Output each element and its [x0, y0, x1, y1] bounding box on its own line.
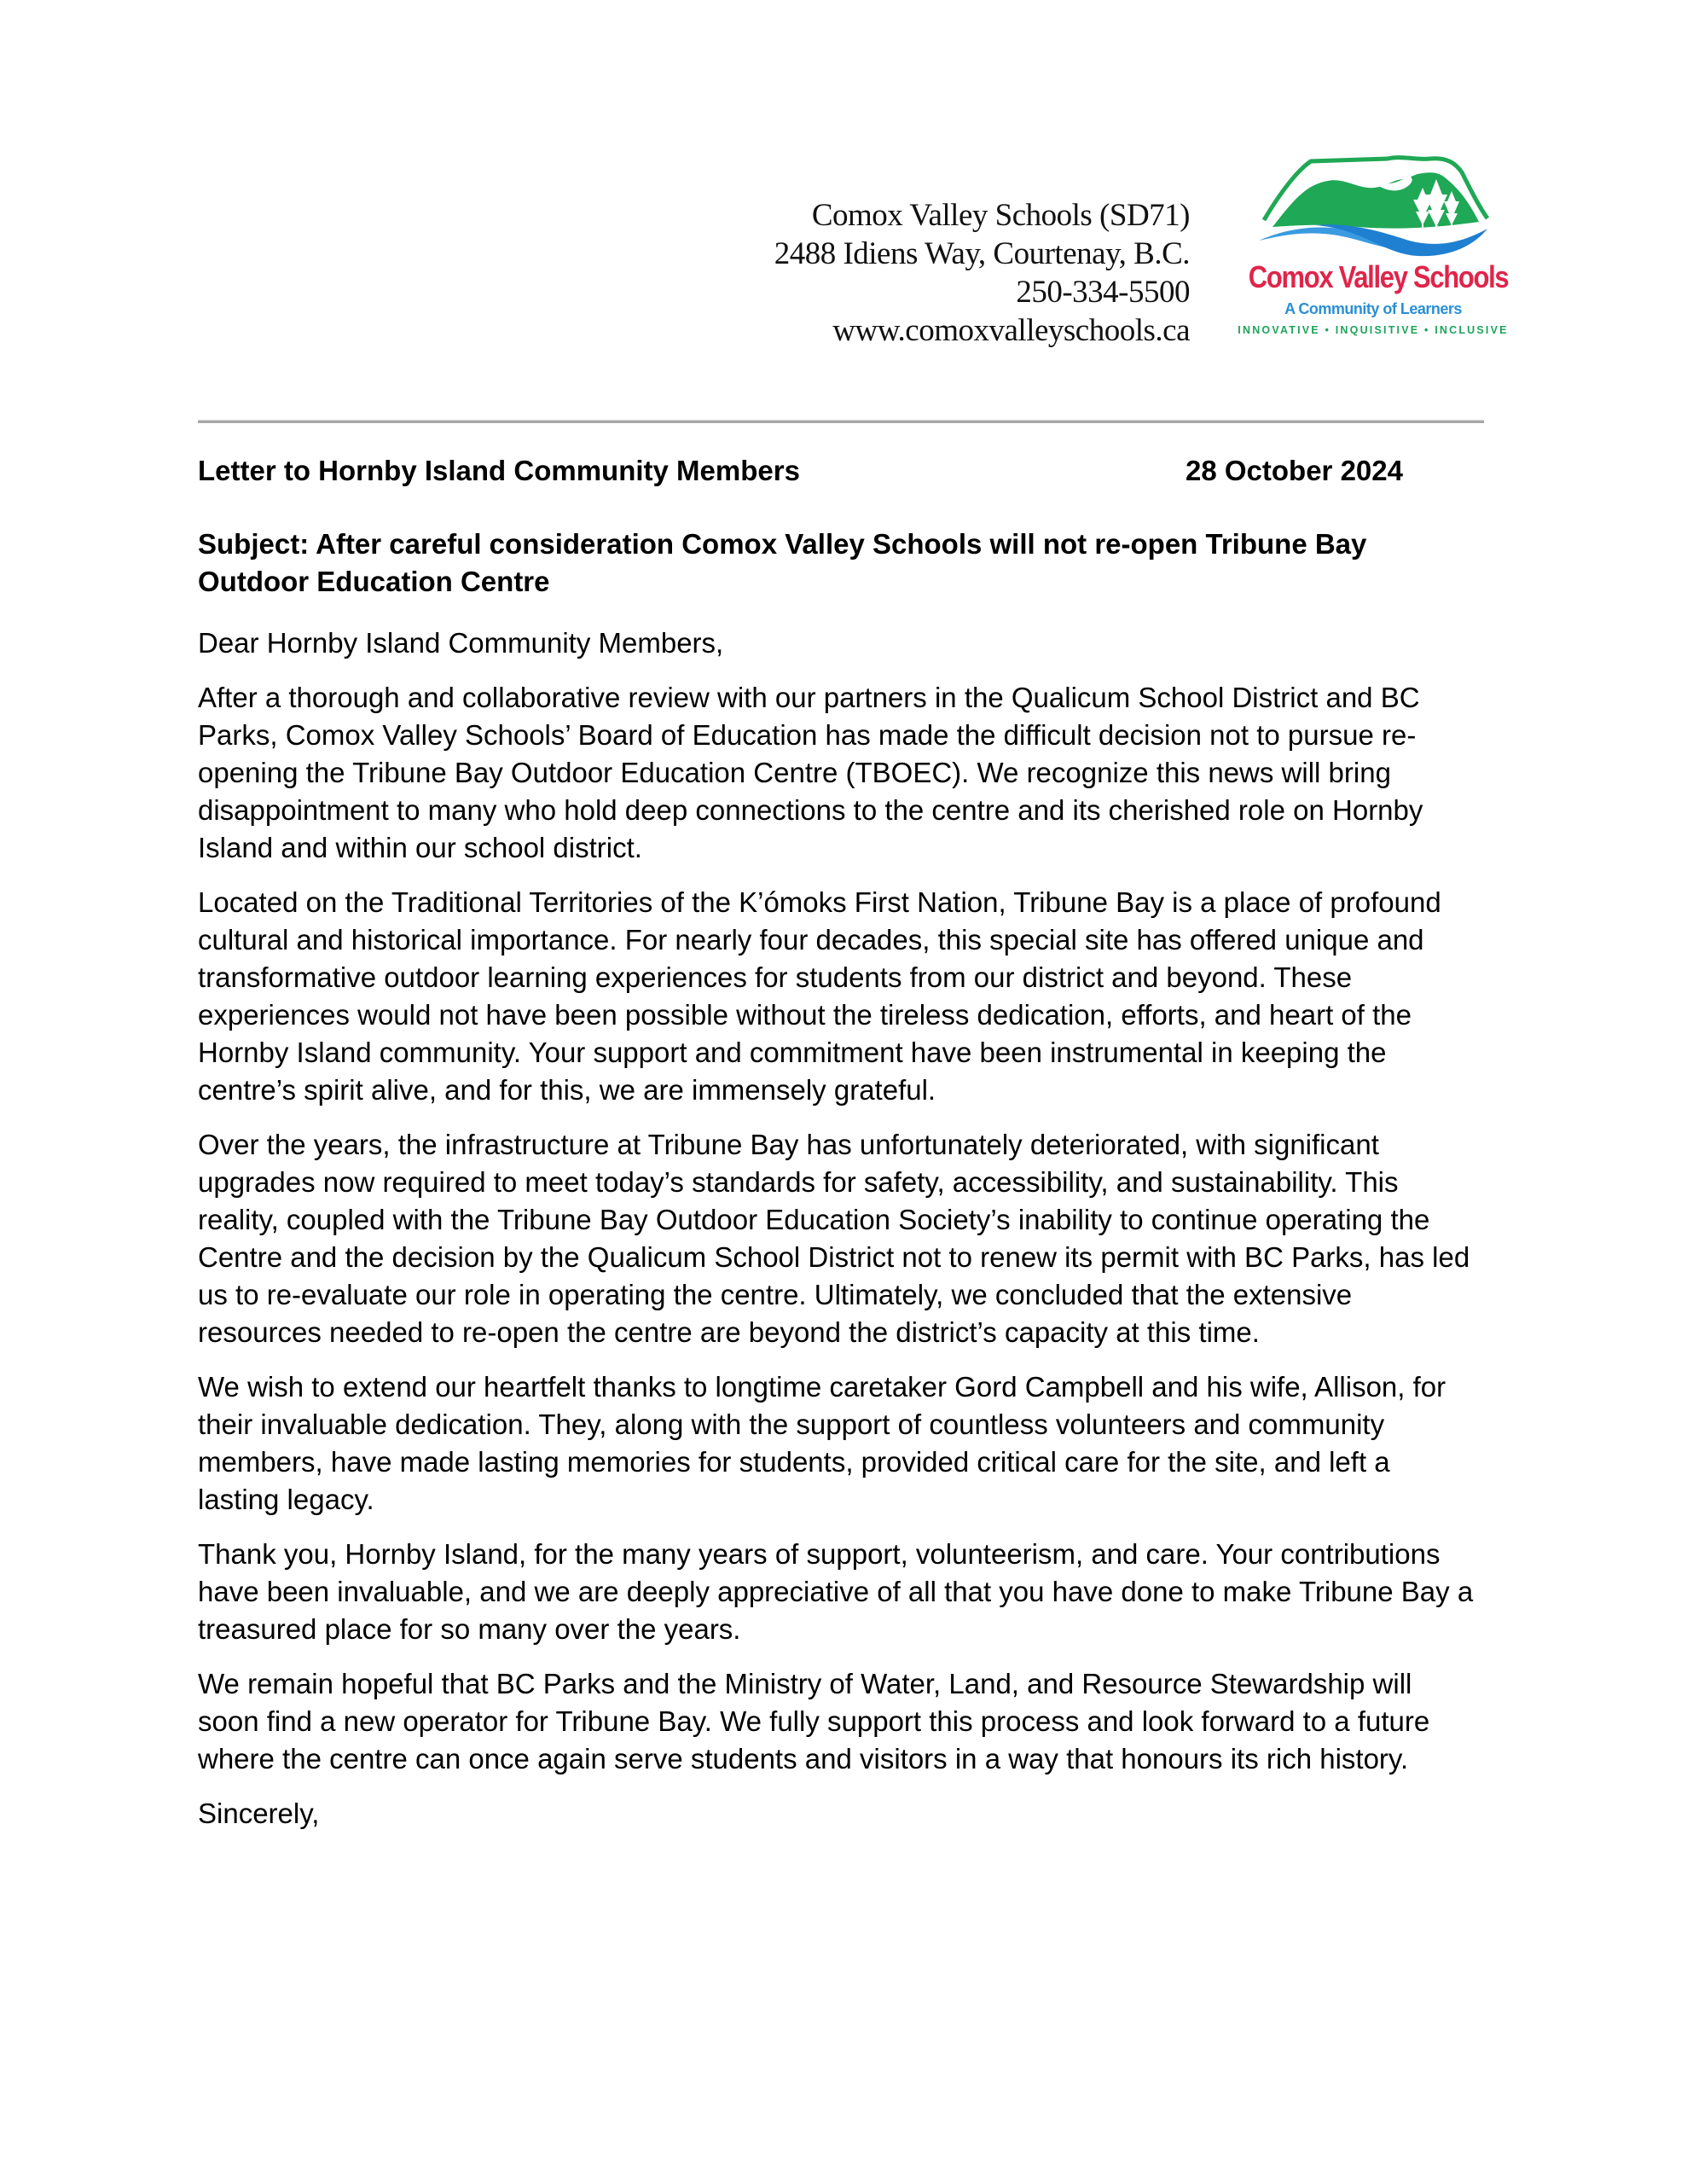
logo-tagline: A Community of Learners — [1284, 300, 1462, 317]
website-url: www.comoxvalleyschools.ca — [832, 313, 1190, 348]
letterhead-address — [774, 196, 1190, 350]
letter-title: Letter to Hornby Island Community Members — [198, 455, 800, 486]
mountain-river-trees-logo-icon — [1247, 148, 1494, 259]
paragraph-thanks-caretakers: We wish to extend our heartfelt thanks to longtime caretaker Gord Campbell and his wife, Allison, for their invaluable dedication. They, along with the support of countless volunteers and community members, have made lasting memories for students, provided critical care for the site, and left a lasting legacy. — [198, 1371, 1446, 1515]
paragraph-future: We remain hopeful that BC Parks and the Ministry of Water, Land, and Resource Stewardship will soon find a new operator for Tribune Bay. We fully support this process and look forward to a future where the centre can once again serve students and visitors in a way that honours its rich history. — [198, 1668, 1430, 1774]
paragraph-infrastructure: Over the years, the infrastructure at Tribune Bay has unfortunately deteriorated, with significant upgrades now required to meet today’s standards for safety, accessibility, and sustainability. This reality, coupled with the Tribune Bay Outdoor Education Society’s inability to continue operating the Centre and the decision by the Qualicum School District not to renew its permit with BC Parks, has led us to re-evaluate our role in operating the centre. Ultimately, we concluded that the extensive resources needed to re-open the centre are beyond the district’s capacity at this time. — [198, 1129, 1470, 1348]
letter-closing: Sincerely, — [198, 1798, 320, 1829]
phone-number: 250-334-5500 — [1016, 275, 1190, 310]
letter-date: 28 October 2024 — [1186, 455, 1403, 486]
logo-wordmark: Comox Valley Schools — [1248, 259, 1509, 294]
logo-values: INNOVATIVE • INQUISITIVE • INCLUSIVE — [1238, 324, 1509, 336]
letter-subject: Subject: After careful consideration Comox Valley Schools will not re-open Tribune Bay Outdoor Education Centre — [198, 528, 1367, 597]
paragraph-history: Located on the Traditional Territories of the K’ómoks First Nation, Tribune Bay is a place of profound cultural and historical importance. For nearly four decades, this special site has offered unique and transformative outdoor learning experiences for students from our district and beyond. These experiences would not have been possible without the tireless dedication, efforts, and heart of the Hornby Island community. Your support and commitment have been instrumental in keeping the centre’s spirit alive, and for this, we are immensely grateful. — [198, 886, 1441, 1106]
org-name: Comox Valley Schools (SD71) — [811, 198, 1190, 233]
school-district-logo — [1228, 145, 1518, 358]
paragraph-decision: After a thorough and collaborative review with our partners in the Qualicum School District and BC Parks, Comox Valley Schools’ Board of Education has made the difficult decision not to pursue re-opening the Tribune Bay Outdoor Education Centre (TBOEC). We recognize this news will bring disappointment to many who hold deep connections to the centre and its cherished role on Hornby Island and within our school district. — [198, 682, 1423, 863]
letter-salutation: Dear Hornby Island Community Members, — [198, 627, 724, 659]
header-divider — [198, 420, 1484, 423]
street-address: 2488 Idiens Way, Courtenay, B.C. — [774, 236, 1190, 271]
letter-body — [198, 444, 1494, 1833]
letter-heading-row — [198, 452, 1494, 503]
paragraph-thanks-community: Thank you, Hornby Island, for the many years of support, volunteerism, and care. Your contributions have been invaluable, and we are deeply appreciative of all that you have done to make Tribune Bay a treasured place for so many over the years. — [198, 1538, 1474, 1645]
